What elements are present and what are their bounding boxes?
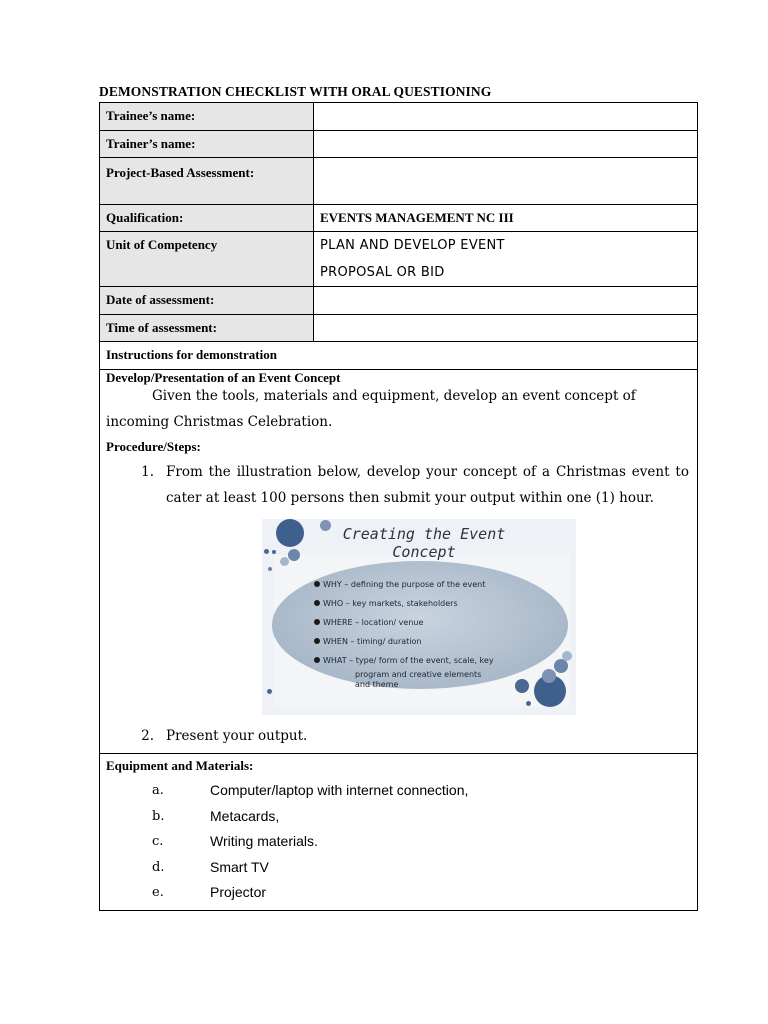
equipment-item-text: Computer/laptop with internet connection, [210,782,469,798]
project-assessment-label: Project-Based Assessment: [100,158,314,205]
instructions-body [100,370,698,754]
decorative-bubble-icon [267,689,272,694]
instructions-heading: Instructions for demonstration [100,342,698,370]
decorative-bubble-icon [526,701,531,706]
decorative-bubble-icon [554,659,568,673]
equipment-item [106,778,691,804]
trainer-name-label: Trainer’s name: [100,131,314,158]
step-text: From the illustration below, develop your concept of a Christmas event to cater at least 100 persons then submit your output within one (1) hour. [166,464,689,506]
trainee-name-label: Trainee’s name: [100,103,314,131]
illustration-title-line2: Concept [392,543,456,561]
equipment-item-text: Writing materials. [210,833,318,849]
equipment-item-text: Projector [210,884,267,900]
step-number: 2. [141,728,154,744]
equipment-item-letter: b. [152,808,165,824]
equipment-section [100,754,698,911]
illustration-bullet-what [314,651,494,690]
unit-of-competency-value [314,232,698,287]
decorative-bubble-icon [515,679,529,693]
bullet-what-line1: WHAT – type/ form of the event, scale, key [323,656,494,665]
decorative-bubble-icon [542,669,556,683]
bullet-what-line2: program and creative elements [355,670,482,679]
illustration-bullet-list [314,575,494,690]
checklist-table [99,102,698,911]
equipment-item-letter: d. [152,859,165,875]
procedure-heading: Procedure/Steps: [106,439,201,454]
trainee-name-field[interactable] [314,103,698,131]
decorative-bubble-icon [264,549,269,554]
decorative-bubble-icon [276,519,304,547]
decorative-bubble-icon [280,557,289,566]
qualification-label: Qualification: [100,205,314,232]
time-of-assessment-label: Time of assessment: [100,315,314,342]
equipment-item-letter: e. [152,885,164,900]
equipment-item [106,804,691,830]
decorative-bubble-icon [562,651,572,661]
step-1 [106,459,691,511]
decorative-bubble-icon [268,567,272,571]
unit-of-competency-label: Unit of Competency [100,232,314,287]
illustration-title [314,525,534,561]
equipment-item-text: Smart TV [210,858,269,875]
equipment-heading: Equipment and Materials: [106,758,254,773]
step-text: Present your output. [166,728,308,744]
decorative-bubble-icon [272,550,276,554]
project-assessment-field[interactable] [314,158,698,205]
equipment-item-letter: c. [152,834,164,849]
unit-value-line1: PLAN AND DEVELOP EVENT [320,238,505,253]
date-of-assessment-label: Date of assessment: [100,287,314,315]
document-title: DEMONSTRATION CHECKLIST WITH ORAL QUESTIONING [99,84,492,99]
equipment-item-letter: a. [152,783,164,798]
decorative-bubble-icon [288,549,300,561]
unit-value-line2: PROPOSAL OR BID [320,265,445,280]
equipment-item [106,855,691,881]
step-2 [106,723,691,749]
equipment-item-text: Metacards, [210,807,280,824]
date-of-assessment-field[interactable] [314,287,698,315]
illustration-bullet: WHEN – timing/ duration [314,632,494,651]
illustration-bullet: WHERE – location/ venue [314,613,494,632]
illustration-title-line1: Creating the Event [342,525,506,543]
equipment-list [106,778,691,906]
equipment-item [106,880,691,906]
step-number: 1. [141,464,154,480]
illustration-bullet: WHO – key markets, stakeholders [314,594,494,613]
illustration-bullet: WHY – defining the purpose of the event [314,575,494,594]
event-concept-illustration [262,519,576,715]
equipment-item [106,829,691,855]
trainer-name-field[interactable] [314,131,698,158]
instructions-subheading: Develop/Presentation of an Event Concept [106,370,341,385]
qualification-value: EVENTS MANAGEMENT NC III [314,205,698,232]
instructions-intro: Given the tools, materials and equipment, develop an event concept of incoming Christmas Celebration. [106,388,636,430]
bullet-what-line3: and theme [355,680,399,689]
time-of-assessment-field[interactable] [314,315,698,342]
